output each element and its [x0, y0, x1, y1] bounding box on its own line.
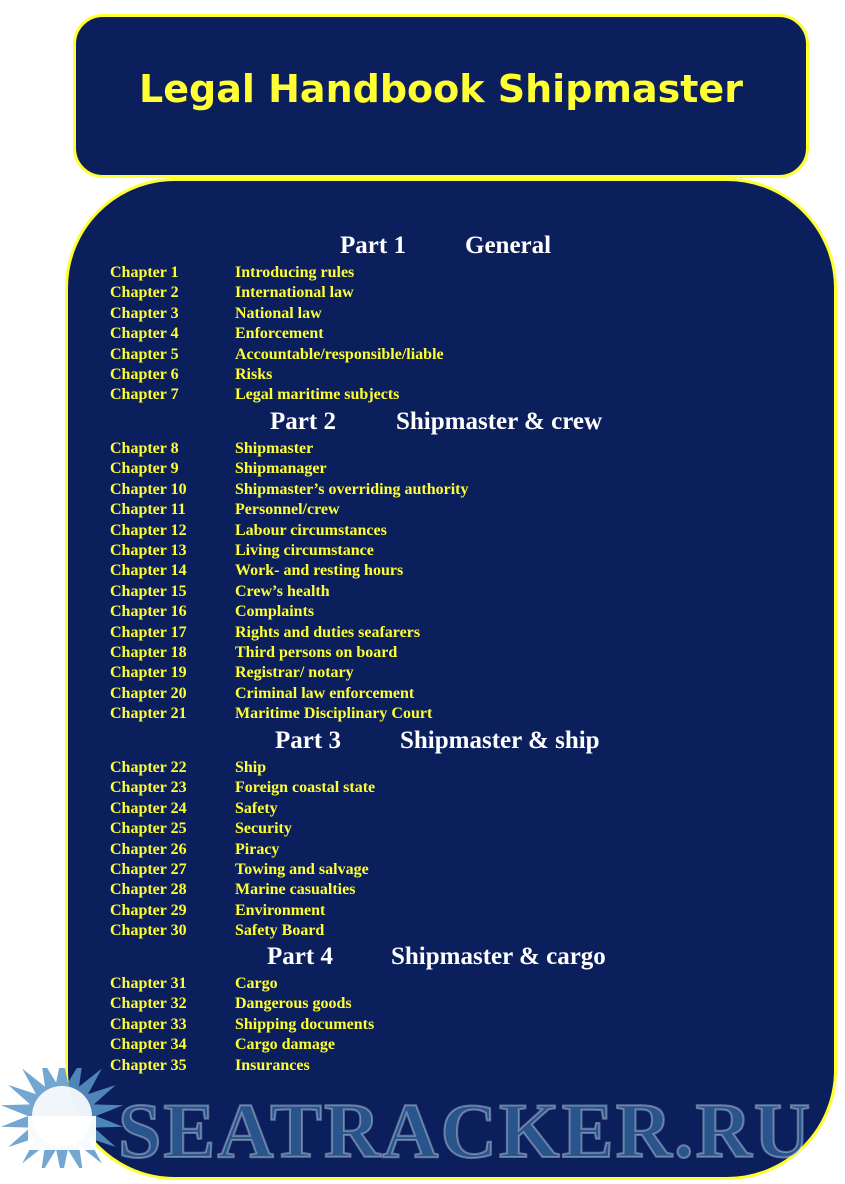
- chapter-title: Shipmaster’s overriding authority: [235, 480, 469, 498]
- chapter-number: Chapter 16: [110, 603, 187, 621]
- chapter-number: Chapter 32: [110, 995, 187, 1013]
- chapter-number: Chapter 34: [110, 1036, 187, 1054]
- chapter-number: Chapter 25: [110, 820, 187, 838]
- chapter-title: International law: [235, 284, 354, 302]
- chapter-title: Maritime Disciplinary Court: [235, 705, 433, 723]
- chapter-title: Criminal law enforcement: [235, 684, 415, 702]
- chapter-number: Chapter 11: [110, 501, 186, 519]
- chapter-title: Rights and duties seafarers: [235, 623, 421, 641]
- chapter-title: Third persons on board: [235, 644, 398, 661]
- chapter-title: Insurances: [235, 1056, 310, 1074]
- chapter-number: Chapter 21: [110, 705, 187, 723]
- chapter-title: Security: [235, 820, 292, 838]
- chapter-title: Towing and salvage: [235, 861, 369, 878]
- chapter-title: Shipping documents: [235, 1015, 375, 1033]
- watermark-text: SEATRACKER.RU: [118, 1087, 813, 1174]
- chapter-title: Shipmaster: [235, 440, 314, 457]
- chapter-number: Chapter 18: [110, 644, 187, 661]
- chapter-number: Chapter 1: [110, 264, 179, 281]
- chapter-number: Chapter 7: [110, 386, 179, 404]
- chapter-number: Chapter 23: [110, 779, 187, 797]
- chapter-title: Environment: [235, 901, 326, 919]
- chapter-number: Chapter 19: [110, 664, 187, 682]
- chapter-title: Safety: [235, 799, 278, 817]
- chapter-number: Chapter 13: [110, 542, 187, 559]
- chapter-number: Chapter 24: [110, 799, 187, 817]
- chapter-title: Registrar/ notary: [235, 664, 354, 682]
- chapter-number: Chapter 10: [110, 480, 187, 498]
- chapter-number: Chapter 22: [110, 759, 187, 776]
- chapter-title: Personnel/crew: [235, 501, 340, 519]
- chapter-number: Chapter 3: [110, 304, 179, 322]
- chapter-number: Chapter 28: [110, 881, 187, 899]
- chapter-title: Living circumstance: [235, 542, 374, 559]
- chapter-title: Enforcement: [235, 325, 324, 343]
- chapter-title: Cargo damage: [235, 1036, 335, 1054]
- chapter-title: Legal maritime subjects: [235, 386, 400, 404]
- part-name: Shipmaster & cargo: [391, 943, 606, 970]
- part-number: Part 4: [267, 943, 333, 970]
- chapter-number: Chapter 4: [110, 325, 179, 343]
- chapter-number: Chapter 2: [110, 284, 179, 302]
- chapter-title: Work- and resting hours: [235, 562, 404, 580]
- chapter-title: National law: [235, 304, 322, 322]
- chapter-number: Chapter 17: [110, 623, 187, 641]
- chapter-title: Cargo: [235, 975, 278, 992]
- chapter-number: Chapter 6: [110, 366, 179, 383]
- page-title: Legal Handbook Shipmaster: [139, 67, 743, 111]
- part-name: General: [465, 232, 552, 259]
- chapter-number: Chapter 12: [110, 521, 187, 539]
- title-banner: [73, 14, 809, 178]
- chapter-title: Marine casualties: [235, 881, 356, 899]
- chapter-number: Chapter 27: [110, 861, 187, 878]
- chapter-title: Foreign coastal state: [235, 779, 376, 797]
- chapter-number: Chapter 29: [110, 901, 187, 919]
- chapter-number: Chapter 26: [110, 840, 187, 858]
- chapter-number: Chapter 33: [110, 1015, 187, 1033]
- chapter-title: Dangerous goods: [235, 995, 352, 1013]
- chapter-title: Complaints: [235, 603, 315, 621]
- part-number: Part 2: [270, 408, 336, 435]
- part-name: Shipmaster & crew: [396, 408, 602, 435]
- chapter-title: Piracy: [235, 840, 280, 858]
- chapter-title: Shipmanager: [235, 460, 327, 478]
- chapter-number: Chapter 31: [110, 975, 187, 992]
- chapter-title: Introducing rules: [235, 264, 355, 281]
- sun-horizon: [28, 1116, 96, 1150]
- chapter-title: Labour circumstances: [235, 521, 387, 539]
- chapter-number: Chapter 8: [110, 440, 179, 457]
- part-name: Shipmaster & ship: [400, 727, 600, 754]
- chapter-number: Chapter 9: [110, 460, 179, 478]
- chapter-title: Crew’s health: [235, 582, 330, 600]
- part-number: Part 3: [275, 727, 341, 754]
- chapter-number: Chapter 30: [110, 922, 187, 940]
- chapter-title: Safety Board: [235, 922, 325, 940]
- chapter-number: Chapter 20: [110, 684, 187, 702]
- chapter-title: Ship: [235, 759, 267, 776]
- chapter-title: Risks: [235, 366, 273, 383]
- chapter-title: Accountable/responsible/liable: [235, 345, 444, 363]
- chapter-number: Chapter 5: [110, 345, 179, 363]
- chapter-number: Chapter 14: [110, 562, 187, 580]
- part-number: Part 1: [340, 232, 406, 259]
- chapter-number: Chapter 15: [110, 582, 187, 600]
- chapter-number: Chapter 35: [110, 1056, 187, 1074]
